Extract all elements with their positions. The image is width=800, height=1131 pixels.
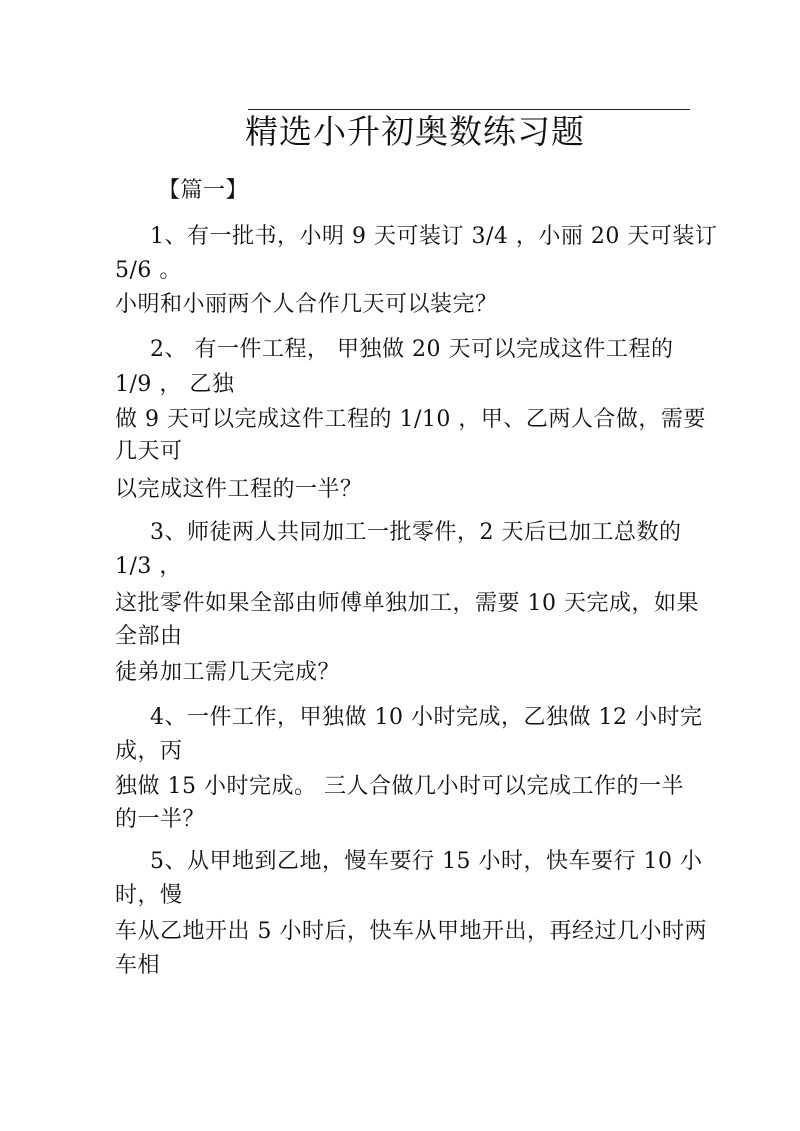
problem-1-line-3: 小明和小丽两个人合作几天可以装完？ (115, 292, 498, 317)
problem-3-line-2: 1/3 ， (115, 554, 182, 579)
page-title: 精选小升初奥数练习题 (245, 112, 585, 151)
problem-1-line-2: 5/6 。 (115, 258, 182, 283)
problem-2-line-5: 以完成这件工程的一半？ (115, 477, 363, 502)
problem-3-line-3: 这批零件如果全部由师傅单独加工，需要 10 天完成，如果 (115, 591, 699, 616)
problem-3-line-5: 徒弟加工需几天完成？ (115, 660, 341, 685)
problem-2-line-1: 2、 有一件工程， 甲独做 20 天可以完成这件工程的 (150, 337, 674, 362)
section-heading: 【篇一】 (158, 178, 249, 203)
problem-4-line-2: 成，丙 (115, 739, 183, 764)
problem-1-line-1: 1、有一批书，小明 9 天可装订 3/4 ，小丽 20 天可装订 (150, 224, 718, 249)
problem-4-line-3: 独做 15 小时完成。 三人合做几小时可以完成工作的一半 (115, 774, 684, 799)
problem-2-line-2: 1/9 ， 乙独 (115, 372, 235, 397)
problem-5-line-1: 5、从甲地到乙地，慢车要行 15 小时，快车要行 10 小 (150, 849, 703, 874)
problem-4-line-1: 4、一件工作，甲独做 10 小时完成，乙独做 12 小时完 (150, 705, 703, 730)
problem-4-line-4: 的一半？ (115, 807, 206, 832)
problem-2-line-3: 做 9 天可以完成这件工程的 1/10 ，甲、乙两人合做，需要 (115, 407, 706, 432)
problem-5-line-2: 时，慢 (115, 883, 183, 908)
problem-3-line-4: 全部由 (115, 624, 183, 649)
problem-3-line-1: 3、师徒两人共同加工一批零件，2 天后已加工总数的 (150, 520, 682, 545)
problem-5-line-3: 车从乙地开出 5 小时后，快车从甲地开出，再经过几小时两 (115, 919, 707, 944)
problem-5-line-4: 车相 (115, 953, 161, 978)
problem-2-line-4: 几天可 (115, 439, 183, 464)
